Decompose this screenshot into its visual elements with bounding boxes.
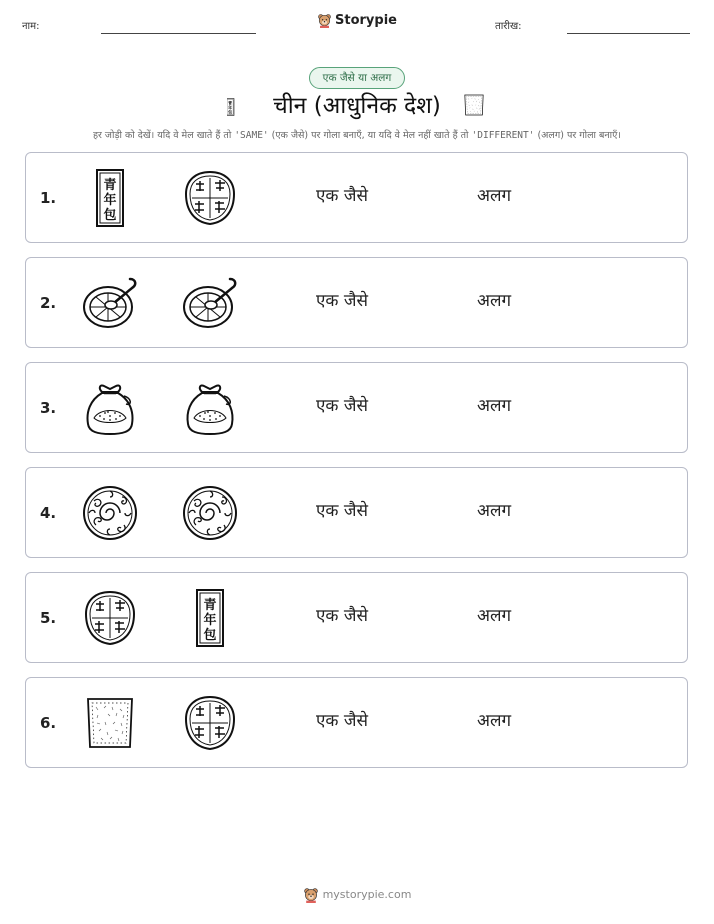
same-option[interactable]: एक जैसे [316,291,368,311]
same-option[interactable]: एक जैसे [316,711,368,731]
different-option[interactable]: अलग [477,186,512,206]
same-option[interactable]: एक जैसे [316,186,368,206]
bowl-spoon-icon [80,273,140,333]
instructions: हर जोड़ी को देखें। यदि वे मेल खाते हैं तो 'SAME' (एक जैसे) पर गोला बनाएँ, या यदि वे मेल नहीं खाते हैं तो 'DIFFERENT' (अलग) पर गोला बनाएँ। [92,130,621,141]
same-option[interactable]: एक जैसे [316,396,368,416]
date-field[interactable] [567,33,690,34]
paper-square-icon [464,92,489,122]
brand-logo [0,13,714,28]
date-label: तारीख: [495,21,522,32]
question-number: 1. [40,189,57,207]
money-bag-icon [180,378,240,438]
bear-logo-icon [317,13,332,28]
bear-logo-icon [303,887,319,903]
different-option[interactable]: अलग [477,606,512,626]
name-label: नाम: [22,21,40,32]
worksheet-type-badge: एक जैसे या अलग [309,67,405,89]
money-bag-icon [80,378,140,438]
question-row [25,257,688,348]
seal-stamp-icon [80,588,140,648]
swirl-medallion-icon [180,483,240,543]
different-option[interactable]: अलग [477,291,512,311]
qingnianbao-label-icon [180,588,240,648]
different-option[interactable]: अलग [477,711,512,731]
footer-site-link[interactable]: mystorypie.com [322,888,412,901]
question-row [25,152,688,243]
same-option[interactable]: एक जैसे [316,606,368,626]
different-option[interactable]: अलग [477,501,512,521]
question-row [25,467,688,558]
bowl-spoon-icon [180,273,240,333]
question-number: 4. [40,504,57,522]
question-row [25,572,688,663]
question-number: 2. [40,294,57,312]
name-field[interactable] [101,33,256,34]
footer [0,887,714,903]
question-number: 3. [40,399,57,417]
question-number: 5. [40,609,57,627]
seal-stamp-icon [180,693,240,753]
worksheet-title: चीन (आधुनिक देश) [273,93,441,119]
same-option[interactable]: एक जैसे [316,501,368,521]
question-number: 6. [40,714,57,732]
question-row [25,362,688,453]
different-option[interactable]: अलग [477,396,512,416]
paper-square-icon [80,693,140,753]
qingnianbao-label-icon [80,168,140,228]
swirl-medallion-icon [80,483,140,543]
seal-stamp-icon [180,168,240,228]
question-row [25,677,688,768]
brand-name: Storypie [335,13,397,28]
